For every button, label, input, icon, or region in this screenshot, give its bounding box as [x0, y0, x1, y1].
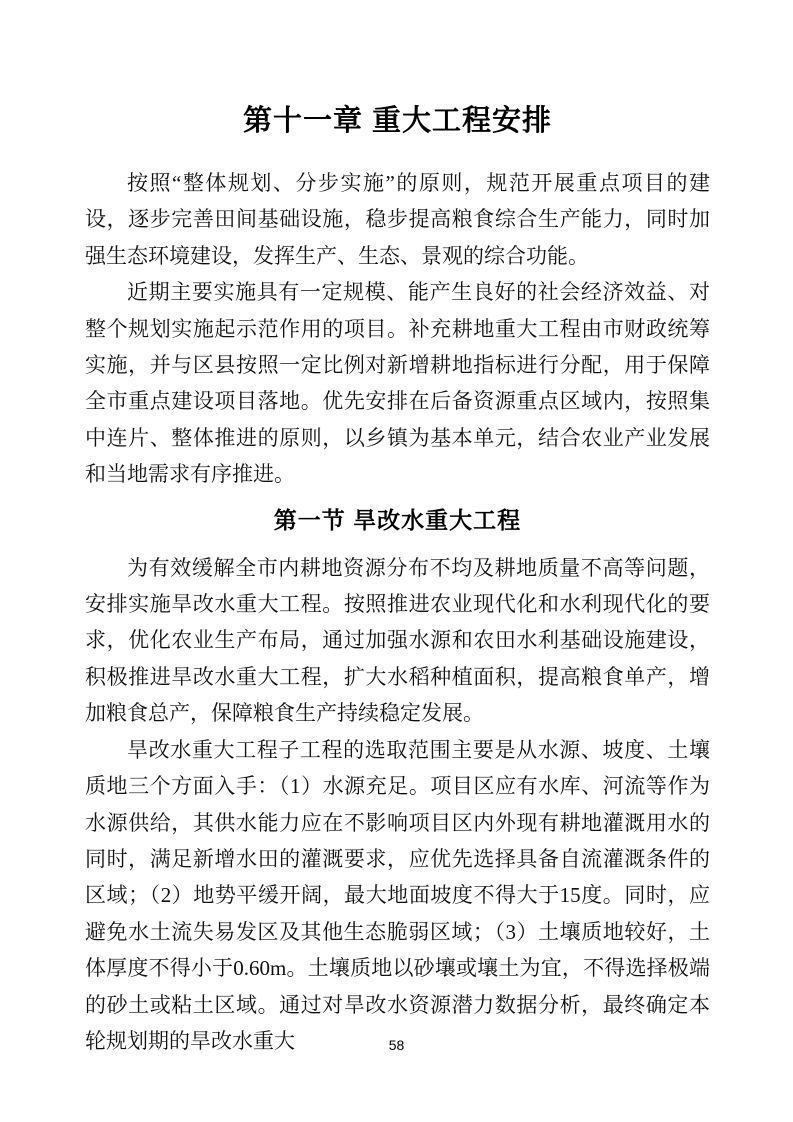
page-footer: [0, 1036, 793, 1122]
chapter-paragraph-2: 近期主要实施具有一定规模、能产生良好的社会经济效益、对整个规划实施起示范作用的项目。补充耕地重大工程由市财政统筹实施，并与区县按照一定比例对新增耕地指标进行分配，用于保障全市重点建设项目落地。优先安排在后备资源重点区域内，按照集中连片、整体推进的原则，以乡镇为基本单元，结合农业产业发展和当地需求有序推进。: [85, 280, 710, 487]
page-number: 58: [388, 1037, 405, 1053]
page-content: [85, 0, 710, 1059]
chapter-title: 第十一章 重大工程安排: [242, 105, 553, 137]
chapter-paragraph-1: 按照“整体规划、分步实施”的原则，规范开展重点项目的建设，逐步完善田间基础设施，稳步提高粮食综合生产能力，同时加强生态环境建设，发挥生产、生态、景观的综合功能。: [85, 171, 710, 268]
section-paragraph-1: 为有效缓解全市内耕地资源分布不均及耕地质量不高等问题，安排实施旱改水重大工程。按照推进农业现代化和水利现代化的要求，优化农业生产布局，通过加强水源和农田水利基础设施建设，积极推进旱改水重大工程，扩大水稻种植面积，提高粮食单产，增加粮食总产，保障粮食生产持续稳定发展。: [85, 555, 710, 726]
section-title: 第一节 旱改水重大工程: [273, 506, 522, 533]
section-paragraph-2: 旱改水重大工程子工程的选取范围主要是从水源、坡度、土壤质地三个方面入手：（1）水源充足。项目区应有水库、河流等作为水源供给，其供水能力应在不影响项目区内外现有耕地灌溉用水的同时，满足新增水田的灌溉要求，应优先选择具备自流灌溉条件的区域；（2）地势平缓开阔，最大地面坡度不得大于15度。同时，应避免水土流失易发区及其他生态脆弱区域；（3）土壤质地较好，土体厚度不得小于0.60m。土壤质地以砂壤或壤土为宜，不得选择极端的砂土或粘土区域。通过对旱改水资源潜力数据分析，最终确定本轮规划期的旱改水重大: [85, 737, 710, 1053]
